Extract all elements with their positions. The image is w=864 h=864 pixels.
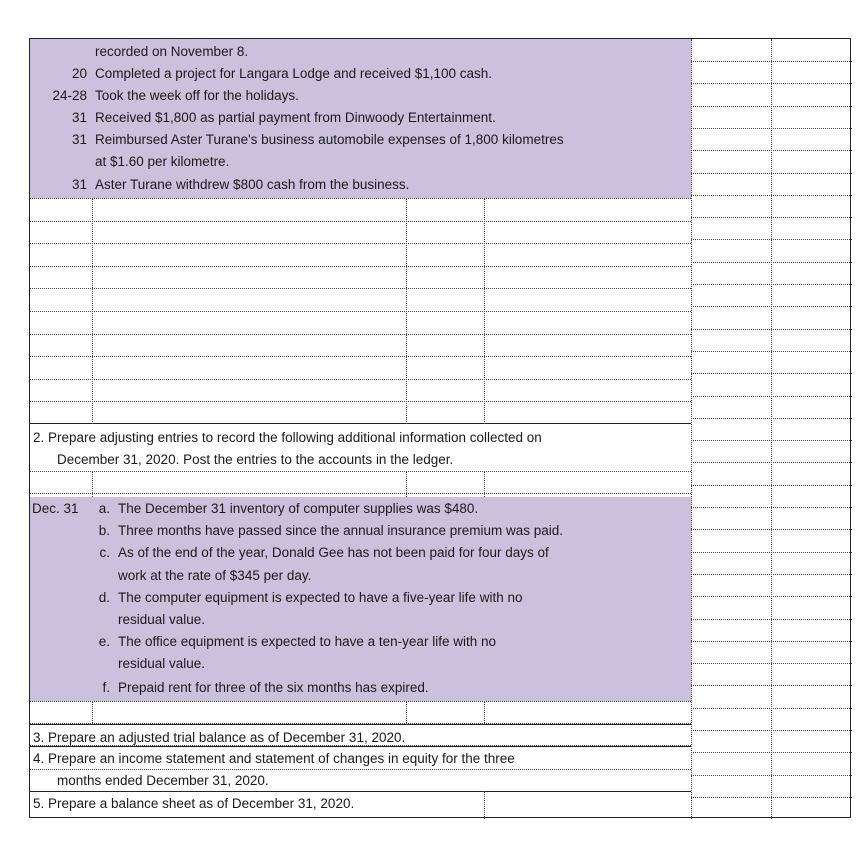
txn-text: Took the week off for the holidays. <box>95 88 299 103</box>
adjustment-text: As of the end of the year, Donald Gee has not been paid for four days of <box>118 545 549 560</box>
adjustment-text: The computer equipment is expected to have a five-year life with no <box>118 590 523 605</box>
grid-vline <box>484 701 485 725</box>
grid-hline <box>30 724 691 725</box>
adjustment-letter: f. <box>102 680 110 695</box>
txn-text: recorded on November 8. <box>95 44 249 59</box>
grid-vline <box>484 791 485 819</box>
adjustment-letter: a. <box>98 501 110 516</box>
txn-day <box>30 151 87 173</box>
grid-hline <box>30 401 691 402</box>
txn-day: 31 <box>71 110 87 125</box>
grid-hline <box>30 493 691 494</box>
adjustment-text: Three months have passed since the annual insurance premium was paid. <box>118 523 563 538</box>
grid-vline <box>406 198 407 424</box>
txn-text: Aster Turane withdrew $800 cash from the business. <box>95 177 410 192</box>
txn-day <box>30 41 87 63</box>
grid-vline <box>406 471 407 497</box>
grid-hline <box>30 266 691 267</box>
requirement-2-line1: 2. Prepare adjusting entries to record the following additional information collected on <box>33 430 542 445</box>
adjustment-letter: c. <box>99 545 110 560</box>
grid-vline <box>92 198 93 424</box>
txn-day: 31 <box>71 177 87 192</box>
grid-hline <box>30 198 691 199</box>
grid-hline <box>30 311 691 312</box>
grid-vline <box>691 39 692 819</box>
worksheet <box>29 38 851 818</box>
adjustment-letter: e. <box>98 634 110 649</box>
grid-hline <box>30 471 691 472</box>
txn-text: at $1.60 per kilometre. <box>95 154 230 169</box>
adjustment-text: Prepaid rent for three of the six months has expired. <box>118 680 429 695</box>
adjustment-text: residual value. <box>118 612 206 627</box>
grid-vline <box>484 198 485 424</box>
requirement-4-line2: months ended December 31, 2020. <box>57 773 269 788</box>
adjustment-letter <box>30 565 110 587</box>
grid-vline <box>406 701 407 725</box>
grid-hline <box>30 334 691 335</box>
requirement-5: 5. Prepare a balance sheet as of December 31, 2020. <box>33 796 355 811</box>
grid-vline <box>92 471 93 497</box>
requirement-3: 3. Prepare an adjusted trial balance as of December 31, 2020. <box>33 730 406 745</box>
adjustment-text: work at the rate of $345 per day. <box>118 568 312 583</box>
grid-vline <box>484 471 485 497</box>
grid-vline <box>771 39 772 819</box>
grid-hline <box>30 701 691 702</box>
txn-day: 31 <box>71 132 87 147</box>
txn-text: Received $1,800 as partial payment from Dinwoody Entertainment. <box>95 110 496 125</box>
adjustment-text: The office equipment is expected to have a ten-year life with no <box>118 634 496 649</box>
requirement-2-line2: December 31, 2020. Post the entries to the accounts in the ledger. <box>57 452 454 467</box>
txn-text: Reimbursed Aster Turane's business automobile expenses of 1,800 kilometres <box>95 132 564 147</box>
adjustment-letter <box>30 609 110 631</box>
txn-day: 24-28 <box>52 88 87 103</box>
grid-hline <box>30 356 691 357</box>
adjustment-text: residual value. <box>118 656 206 671</box>
requirement-4-line1: 4. Prepare an income statement and statement of changes in equity for the three <box>33 751 515 766</box>
adjustment-letter: b. <box>98 523 110 538</box>
grid-hline <box>30 243 691 244</box>
grid-hline <box>30 288 691 289</box>
adjustment-date: Dec. 31 <box>32 501 79 516</box>
adjustment-letter <box>30 653 110 675</box>
txn-text: Completed a project for Langara Lodge and received $1,100 cash. <box>95 66 493 81</box>
adjustment-text: The December 31 inventory of computer supplies was $480. <box>118 501 479 516</box>
txn-day: 20 <box>71 66 87 81</box>
grid-hline <box>30 423 691 424</box>
grid-vline <box>92 701 93 725</box>
adjustment-letter: d. <box>98 590 110 605</box>
grid-hline <box>30 221 691 222</box>
grid-hline <box>30 379 691 380</box>
